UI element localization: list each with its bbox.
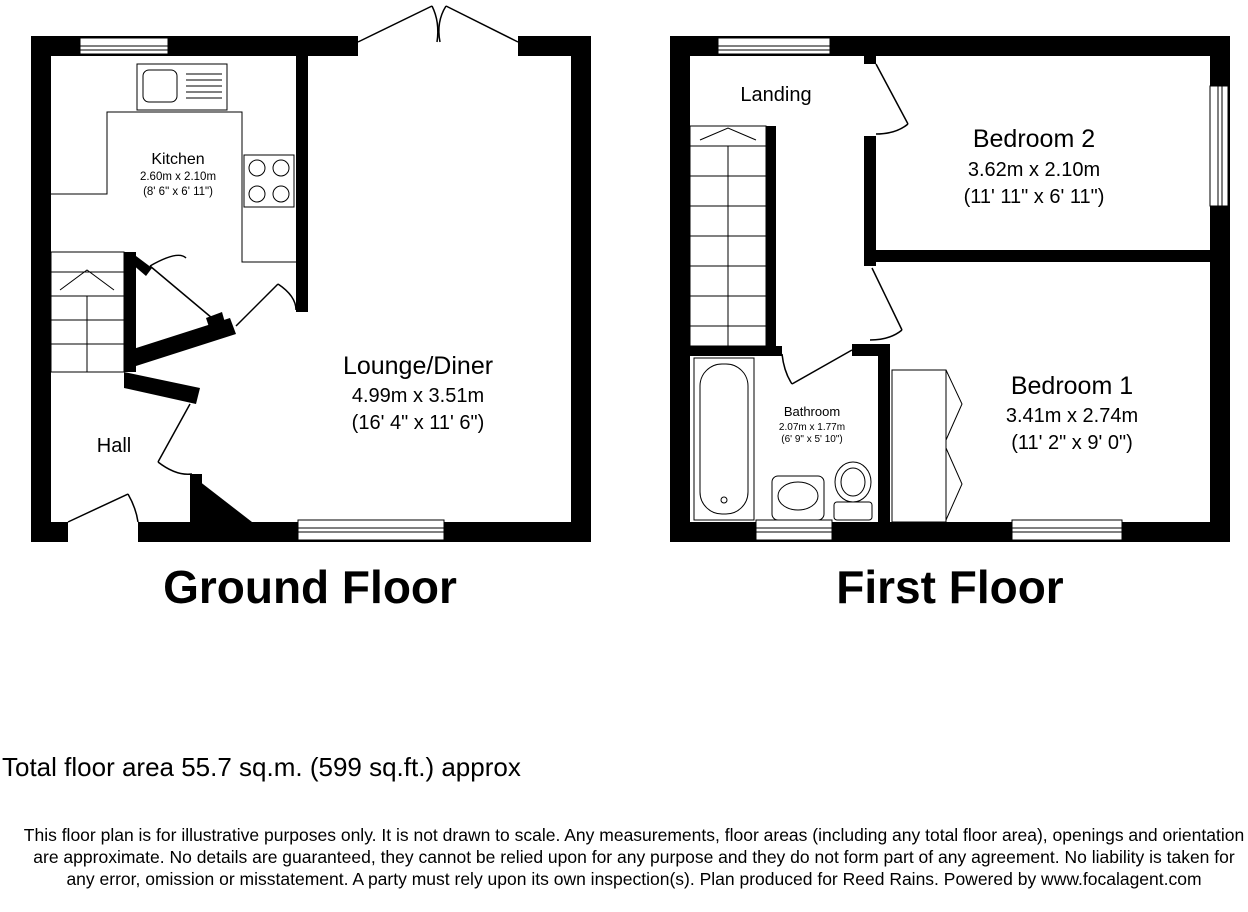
first-staircase — [690, 126, 766, 346]
bedroom2-wall-left — [864, 136, 876, 266]
french-doors — [358, 6, 518, 42]
ground-wall-left — [31, 36, 51, 542]
bedroom1-size-m: 3.41m x 2.74m — [1005, 405, 1139, 427]
kitchen-size-ft: (8' 6" x 6' 11") — [143, 186, 213, 198]
hob-icon — [244, 155, 294, 207]
bedroom2-size-m: 3.62m x 2.10m — [967, 159, 1101, 181]
first-floor-title: First Floor — [836, 561, 1064, 613]
bedroom2-label: Bedroom 2 — [972, 125, 1096, 153]
ground-staircase — [51, 252, 124, 372]
kitchen-size-m: 2.60m x 2.10m — [139, 171, 217, 183]
bathroom-label: Bathroom — [783, 404, 841, 419]
bathtub-icon — [694, 358, 754, 520]
total-floor-area: Total floor area 55.7 sq.m. (599 sq.ft.) approx — [2, 752, 521, 782]
bathroom-wall-top — [690, 346, 782, 356]
sink-icon — [137, 64, 227, 110]
landing-label: Landing — [740, 84, 812, 106]
disclaimer-text: This floor plan is for illustrative purposes only. It is not drawn to scale. Any measurements, floor areas (including any total floor area), openings and orientation are approximate. No details are guaranteed, they cannot be relied upon for any purpose and they do not form part of any agreement. No liability is taken for any error, omission or misstatement. A party must rely upon its own inspection(s). Plan produced for Reed Rains. Powered by www.focalagent.com — [23, 825, 1245, 889]
bathroom-door — [782, 350, 852, 384]
first-wall-left — [670, 36, 690, 542]
hall-label: Hall — [96, 435, 132, 457]
bedroom2-door — [876, 64, 908, 134]
lounge-window — [298, 520, 444, 540]
kitchen-door — [150, 255, 212, 318]
bedroom-divider-wall — [876, 250, 1210, 262]
hall-wall-lower — [124, 372, 200, 404]
bathroom-size-m: 2.07m x 1.77m — [778, 422, 846, 433]
first-wall-bottom — [670, 522, 1230, 542]
hall-door — [158, 404, 192, 474]
ground-floor-plan — [31, 6, 591, 542]
first-floor-plan — [670, 36, 1230, 542]
basin-icon — [772, 476, 824, 520]
lounge-size-ft: (16' 4" x 11' 6") — [351, 412, 485, 434]
bedroom1-door — [870, 268, 902, 340]
lounge-size-m: 4.99m x 3.51m — [351, 385, 485, 407]
kitchen-lounge-wall — [296, 56, 308, 312]
kitchen-label: Kitchen — [151, 151, 205, 168]
front-door — [68, 494, 138, 522]
bedroom2-size-ft: (11' 11" x 6' 11") — [963, 186, 1105, 208]
bedroom1-window — [1012, 520, 1122, 540]
toilet-icon — [834, 462, 872, 520]
bathroom-window — [756, 520, 832, 540]
bedroom2-window — [1210, 86, 1228, 206]
front-door-opening — [68, 520, 138, 542]
ground-wall-right — [571, 36, 591, 542]
bath-door-jamb — [852, 344, 890, 356]
ground-wall-top-right — [518, 36, 591, 56]
bedroom1-size-ft: (11' 2" x 9' 0") — [1011, 432, 1133, 454]
hall-wedge — [190, 474, 252, 522]
bedroom1-label: Bedroom 1 — [1010, 372, 1134, 400]
stair-wall-first — [766, 126, 776, 346]
lounge-label: Lounge/Diner — [342, 352, 494, 380]
lounge-door — [236, 284, 296, 326]
ground-floor-title: Ground Floor — [163, 561, 457, 613]
bathroom-size-ft: (6' 9" x 5' 10") — [781, 434, 843, 445]
bedroom1-wall-left — [878, 344, 890, 522]
wardrobe-icon — [892, 370, 962, 522]
